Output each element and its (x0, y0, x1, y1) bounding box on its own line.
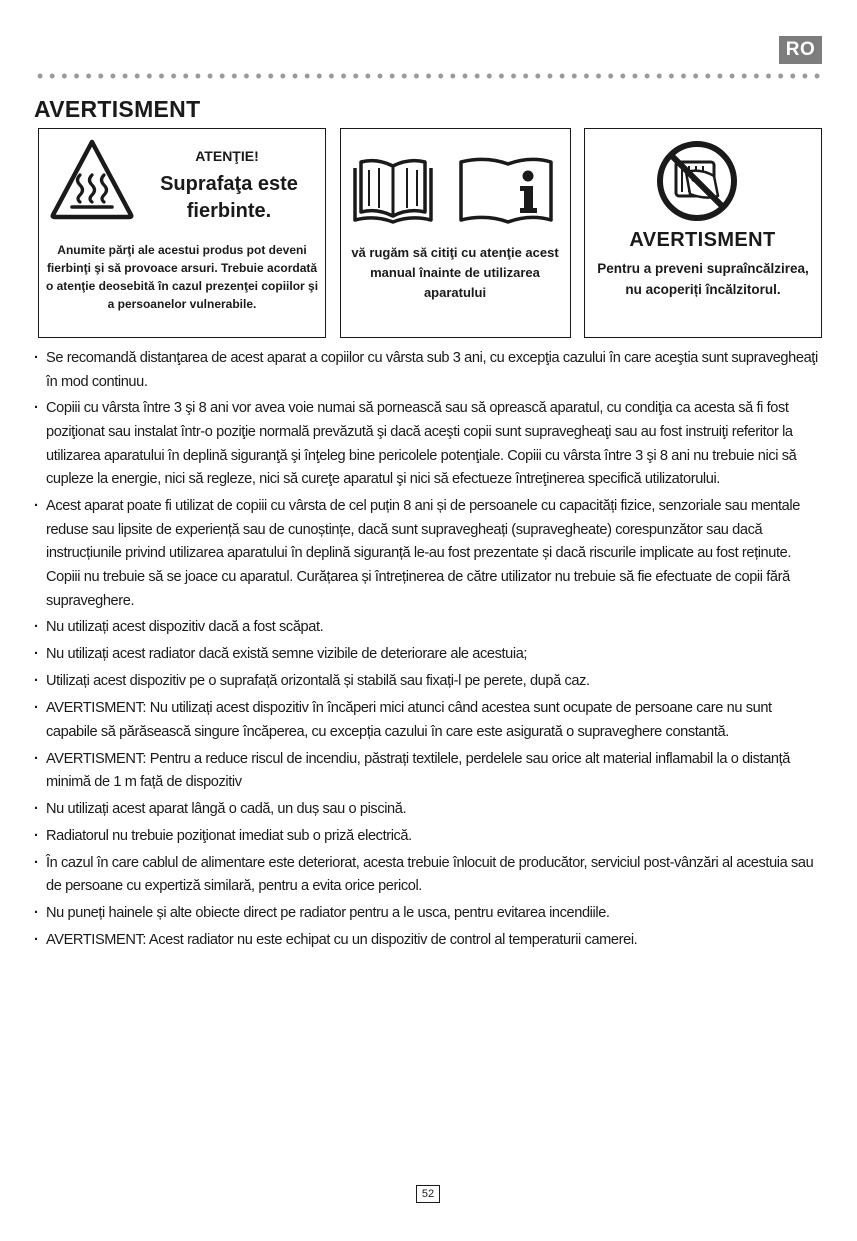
read-manual-box (340, 128, 571, 338)
list-item: · Nu utilizați acest radiator dacă există semne vizibile de deteriorare ale acestuia; (34, 643, 824, 667)
list-item: · Se recomandă distanţarea de acest aparat a copiilor cu vârsta sub 3 ani, cu excepţia cazului în care aceştia sunt supravegheaţi în mod continuu. (34, 347, 824, 394)
do-not-cover-box (584, 128, 822, 338)
open-book-icon (353, 154, 433, 224)
hot-surface-text: Anumite părţi ale acestui produs pot deveni fierbinţi şi să provoace arsuri. Trebuie acordată o atenţie deosebită în cazul prezenţei copiilor şi a persoanelor vulnerabile. (45, 243, 319, 311)
list-item: · AVERTISMENT: Nu utilizați acest dispozitiv în încăperi mici atunci când acestea sunt ocupate de persoane care nu sunt capabile să părăsească singure încăperea, cu excepția cazului în care este asigurată o supraveghere constantă. (34, 697, 824, 744)
safety-instructions-list (34, 347, 824, 956)
warning-heading: AVERTISMENT (629, 229, 776, 251)
do-not-cover-icon (656, 140, 738, 222)
list-item: · AVERTISMENT: Pentru a reduce riscul de incendiu, păstrați textilele, perdelele sau orice alt material inflamabil la o distanță minimă de 1 m față de dispozitiv (34, 748, 824, 795)
hot-surface-warning-icon (48, 137, 136, 221)
list-item: · Radiatorul nu trebuie poziţionat imediat sub o priză electrică. (34, 825, 824, 849)
list-item: · Utilizați acest dispozitiv pe o suprafață orizontală și stabilă sau fixați-l pe perete, după caz. (34, 670, 824, 694)
list-item: · Acest aparat poate fi utilizat de copiii cu vârsta de cel puțin 8 ani și de persoanele cu capacități fizice, senzoriale sau mentale reduse sau lipsite de experiență sau de cunoștințe, dacă sunt supravegheați (supravegheate) corespunzător sau dacă instrucțiunile privind utilizarea aparatului în deplină siguranță le-au fost prezentate și dacă riscurile implicate au fost reținute. Copiii nu trebuie să se joace cu aparatul. Curățarea și întreținerea de către utilizator nu trebuie să fie efectuate de copii fără supraveghere. (34, 495, 824, 613)
page-number: 52 (416, 1185, 440, 1203)
dotted-divider (34, 72, 824, 80)
list-item: · Copiii cu vârsta între 3 şi 8 ani vor avea voie numai să pornească sau să oprească aparatul, cu condiţia ca acesta să fi fost poziţionat sau instalat într-o poziţie normală prevăzută şi dacă aceşti copii sunt supravegheaţi sau au fost instruiţi referitor la utilizarea aparatului în deplină siguranţă şi înţeleg bine pericolele potenţiale. Copiii cu vârsta între 3 şi 8 ani nu trebuie nici să cupleze la energie, nici să regleze, nici să cureţe aparatul şi nici să efectueze întreţinerea specifică utilizatorului. (34, 397, 824, 491)
info-leaflet-icon (458, 154, 554, 224)
list-item: · În cazul în care cablul de alimentare este deteriorat, acesta trebuie înlocuit de producător, serviciul post-vânzări al acestuia sau de persoane cu expertiză similară, pentru a evita orice pericol. (34, 852, 824, 899)
list-item: · AVERTISMENT: Acest radiator nu este echipat cu un dispozitiv de control al temperaturii camerei. (34, 929, 824, 953)
read-manual-text: vă rugăm să citiţi cu atenţie acest manual înainte de utilizarea aparatului (351, 245, 559, 300)
list-item: · Nu utilizați acest dispozitiv dacă a fost scăpat. (34, 616, 824, 640)
language-badge: RO (779, 36, 822, 64)
do-not-cover-text: Pentru a preveni supraîncălzirea, nu acoperiți încălzitorul. (597, 261, 809, 297)
hot-surface-heading: Suprafaţa este fierbinte. (160, 173, 298, 222)
hot-surface-warning-box (38, 128, 326, 338)
section-title: AVERTISMENT (34, 96, 201, 122)
list-item: · Nu puneți hainele și alte obiecte direct pe radiator pentru a le usca, pentru evitarea incendiile. (34, 902, 824, 926)
caution-label: ATENŢIE! (195, 148, 259, 164)
list-item: · Nu utilizați acest aparat lângă o cadă, un duș sau o piscină. (34, 798, 824, 822)
